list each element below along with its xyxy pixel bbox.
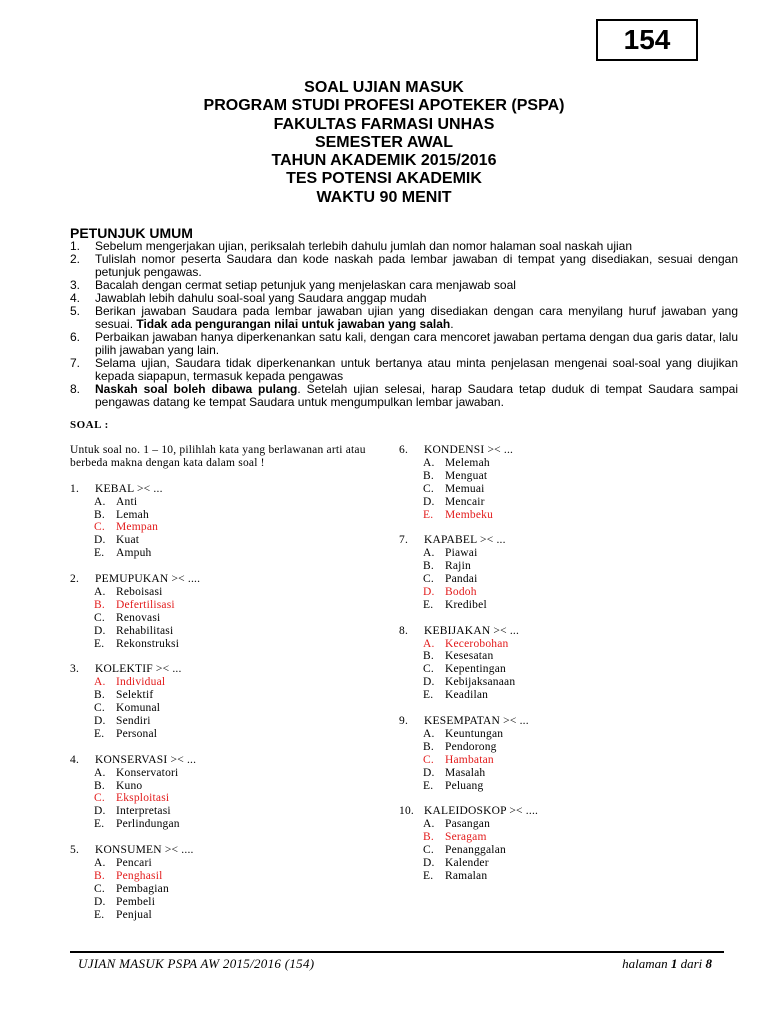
answer-option-marked xyxy=(399,754,699,767)
question-item xyxy=(70,573,370,650)
answer-option xyxy=(70,909,370,922)
footer-rule xyxy=(70,951,724,953)
answer-option xyxy=(70,728,370,741)
instruction-emphasis: Naskah soal boleh dibawa pulang xyxy=(95,382,298,396)
instruction-number: 4. xyxy=(70,291,81,305)
instruction-text: Selama ujian, Saudara tidak diperkenankan untuk bertanya atau minta penjelasan mengenai soal-soal yang diujikan kepada siapapun, termasuk kepada pengawas xyxy=(95,356,738,383)
option-letter: D. xyxy=(94,624,106,637)
question-stem-row xyxy=(399,444,699,457)
instruction-text: Jawablah lebih dahulu soal-soal yang Saudara anggap mudah xyxy=(95,291,427,305)
question-stem-row xyxy=(70,573,370,586)
answer-option xyxy=(70,702,370,715)
option-letter: C. xyxy=(94,882,105,895)
question-number: 8. xyxy=(399,624,409,637)
option-text: Rajin xyxy=(445,560,471,573)
option-letter: D. xyxy=(423,495,435,508)
option-text: Defertilisasi xyxy=(116,598,175,611)
option-text: Selektif xyxy=(116,689,154,702)
exam-code: 154 xyxy=(623,24,671,55)
question-stem: KAPABEL >< ... xyxy=(424,534,506,547)
option-text: Melemah xyxy=(445,456,490,469)
option-letter: B. xyxy=(94,508,105,521)
instruction-number: 8. xyxy=(70,382,81,396)
question-number: 2. xyxy=(70,573,80,586)
option-letter: E. xyxy=(94,818,105,831)
instruction-item xyxy=(70,357,738,383)
answer-option xyxy=(399,818,699,831)
option-letter: D. xyxy=(94,805,106,818)
option-letter: B. xyxy=(94,779,105,792)
answer-option-marked xyxy=(399,586,699,599)
answer-option xyxy=(399,689,699,702)
question-stem: KESEMPATAN >< ... xyxy=(424,714,529,727)
option-letter: E. xyxy=(94,908,105,921)
instruction-emphasis: Tidak ada pengurangan nilai untuk jawaban yang salah xyxy=(136,317,451,331)
option-text: Pencari xyxy=(116,856,152,869)
option-letter: A. xyxy=(423,547,435,560)
option-text: Memuai xyxy=(445,482,485,495)
option-letter: D. xyxy=(94,714,106,727)
option-letter: A. xyxy=(94,495,106,508)
option-text: Menguat xyxy=(445,469,488,482)
option-letter: E. xyxy=(94,727,105,740)
instruction-item xyxy=(70,331,738,357)
questions-right xyxy=(399,444,699,883)
footer-halaman: halaman xyxy=(622,956,668,971)
option-letter: E. xyxy=(94,637,105,650)
answer-option xyxy=(70,496,370,509)
option-letter: B. xyxy=(94,869,105,882)
answer-option xyxy=(399,676,699,689)
instruction-text: Tulislah nomor peserta Saudara dan kode naskah pada lembar jawaban di tempat yang disediakan, sesuai dengan petunjuk pengawas. xyxy=(95,252,738,279)
question-stem-row xyxy=(399,534,699,547)
option-letter: A. xyxy=(423,727,435,740)
option-text: Kepentingan xyxy=(445,663,506,676)
option-text: Kebijaksanaan xyxy=(445,676,516,689)
answer-option xyxy=(70,612,370,625)
option-letter: B. xyxy=(94,598,105,611)
answer-option xyxy=(399,767,699,780)
option-letter: A. xyxy=(94,856,106,869)
option-text: Kuat xyxy=(116,534,140,547)
option-text: Lemah xyxy=(116,508,149,521)
option-letter: C. xyxy=(423,753,434,766)
answer-option xyxy=(70,534,370,547)
option-text: Anti xyxy=(116,495,138,508)
option-text: Penanggalan xyxy=(445,844,506,857)
option-text: Perlindungan xyxy=(116,818,180,831)
option-letter: E. xyxy=(94,547,105,560)
option-letter: D. xyxy=(423,676,435,689)
answer-option xyxy=(399,599,699,612)
option-text: Keadilan xyxy=(445,689,489,702)
question-item xyxy=(70,844,370,921)
exam-header xyxy=(0,79,768,207)
answer-option xyxy=(399,650,699,663)
answer-option xyxy=(399,573,699,586)
instruction-item xyxy=(70,253,738,279)
header-line: TAHUN AKADEMIK 2015/2016 xyxy=(271,152,497,170)
answer-option-marked xyxy=(70,676,370,689)
footer-dari: dari xyxy=(680,956,703,971)
option-letter: B. xyxy=(423,740,434,753)
option-text: Pembeli xyxy=(116,895,156,908)
option-letter: D. xyxy=(423,856,435,869)
option-letter: C. xyxy=(423,482,434,495)
option-text: Interpretasi xyxy=(116,805,171,818)
instruction-text: Sebelum mengerjakan ujian, periksalah terlebih dahulu jumlah dan nomor halaman soal naskah ujian xyxy=(95,239,632,253)
answer-option xyxy=(70,767,370,780)
option-letter: E. xyxy=(423,779,434,792)
question-item xyxy=(70,754,370,831)
answer-option xyxy=(399,663,699,676)
footer-page-number: 1 xyxy=(670,956,678,971)
option-text: Penjual xyxy=(116,908,152,921)
option-letter: C. xyxy=(94,611,105,624)
option-text: Seragam xyxy=(445,831,487,844)
option-letter: B. xyxy=(423,469,434,482)
questions-label: SOAL : xyxy=(70,419,109,431)
answer-option-marked xyxy=(70,521,370,534)
answer-option xyxy=(70,689,370,702)
question-item xyxy=(70,663,370,740)
instruction-text-after: . xyxy=(450,317,454,331)
option-letter: A. xyxy=(423,456,435,469)
question-stem: PEMUPUKAN >< .... xyxy=(95,573,201,586)
option-text: Kecerobohan xyxy=(445,637,509,650)
answer-option xyxy=(399,547,699,560)
option-text: Kesesatan xyxy=(445,650,494,663)
option-letter: E. xyxy=(423,598,434,611)
instruction-number: 6. xyxy=(70,330,81,344)
header-line: FAKULTAS FARMASI UNHAS xyxy=(273,115,495,133)
option-text: Personal xyxy=(116,727,158,740)
question-item xyxy=(399,625,699,702)
answer-option-marked xyxy=(399,509,699,522)
question-stem-row xyxy=(399,805,699,818)
header-line: WAKTU 90 MENIT xyxy=(316,188,452,206)
answer-option xyxy=(70,883,370,896)
exam-code-box xyxy=(596,19,698,61)
option-text: Kuno xyxy=(116,779,143,792)
instruction-text: Bacalah dengan cermat setiap petunjuk yang menjelaskan cara menjawab soal xyxy=(95,278,516,292)
question-stem: KOLEKTIF >< ... xyxy=(95,663,182,676)
option-text: Penghasil xyxy=(116,869,163,882)
answer-option xyxy=(399,496,699,509)
answer-option xyxy=(70,805,370,818)
question-item xyxy=(399,805,699,882)
option-letter: C. xyxy=(94,702,105,715)
answer-option xyxy=(399,470,699,483)
question-number: 6. xyxy=(399,444,409,456)
answer-option xyxy=(399,728,699,741)
option-letter: A. xyxy=(94,676,106,689)
option-letter: D. xyxy=(94,895,106,908)
questions-column-left xyxy=(70,444,370,934)
instruction-item xyxy=(70,305,738,331)
option-text: Reboisasi xyxy=(116,585,163,598)
answer-option xyxy=(399,844,699,857)
option-letter: A. xyxy=(423,637,435,650)
question-item xyxy=(70,483,370,560)
instruction-number: 1. xyxy=(70,239,81,253)
option-text: Sendiri xyxy=(116,714,151,727)
instruction-number: 5. xyxy=(70,304,81,318)
question-number: 9. xyxy=(399,714,409,727)
option-letter: C. xyxy=(423,573,434,586)
option-text: Mempan xyxy=(116,521,159,534)
answer-option xyxy=(70,857,370,870)
answer-option xyxy=(70,625,370,638)
option-letter: E. xyxy=(423,508,434,521)
option-text: Rehabilitasi xyxy=(116,624,174,637)
question-stem-row xyxy=(70,844,370,857)
option-text: Piawai xyxy=(445,547,478,560)
question-stem-row xyxy=(70,754,370,767)
option-text: Peluang xyxy=(445,779,484,792)
questions-intro: Untuk soal no. 1 – 10, pilihlah kata yang berlawanan arti atau berbeda makna dengan kata dalam soal ! xyxy=(70,444,366,469)
option-text: Mencair xyxy=(445,495,485,508)
answer-option xyxy=(399,483,699,496)
option-letter: C. xyxy=(423,844,434,857)
question-number: 5. xyxy=(70,844,80,857)
option-text: Komunal xyxy=(116,702,161,715)
question-stem-row xyxy=(70,663,370,676)
option-text: Kredibel xyxy=(445,598,487,611)
question-stem: KONDENSI >< ... xyxy=(424,444,514,456)
option-letter: D. xyxy=(423,585,435,598)
instructions-title: PETUNJUK UMUM xyxy=(70,225,193,241)
instructions-list xyxy=(70,240,738,409)
question-number: 1. xyxy=(70,482,80,495)
option-letter: D. xyxy=(423,766,435,779)
instruction-number: 7. xyxy=(70,356,81,370)
option-text: Kalender xyxy=(445,856,489,869)
option-letter: E. xyxy=(423,869,434,882)
answer-option xyxy=(70,818,370,831)
option-letter: B. xyxy=(423,650,434,663)
question-number: 10. xyxy=(399,805,414,818)
option-text: Individual xyxy=(116,676,166,689)
option-text: Keuntungan xyxy=(445,727,504,740)
answer-option xyxy=(399,560,699,573)
option-text: Masalah xyxy=(445,766,486,779)
answer-option-marked xyxy=(70,870,370,883)
header-line: PROGRAM STUDI PROFESI APOTEKER (PSPA) xyxy=(203,97,565,115)
question-item xyxy=(399,715,699,792)
answer-option xyxy=(70,638,370,651)
answer-option xyxy=(70,586,370,599)
answer-option xyxy=(70,780,370,793)
option-text: Bodoh xyxy=(445,585,477,598)
option-text: Ampuh xyxy=(116,547,152,560)
answer-option xyxy=(399,457,699,470)
answer-option xyxy=(70,715,370,728)
question-stem-row xyxy=(70,483,370,496)
option-letter: C. xyxy=(94,792,105,805)
question-stem-row xyxy=(399,715,699,728)
instruction-number: 3. xyxy=(70,278,81,292)
instruction-text: Perbaikan jawaban hanya diperkenankan satu kali, dengan cara mencoret jawaban pertama dengan dua garis datar, lalu pilih jawaban yang lain. xyxy=(95,330,738,357)
answer-option xyxy=(70,896,370,909)
instruction-text: Berikan jawaban Saudara pada lembar jawaban ujian yang disediakan dengan cara menyilang huruf jawaban yang sesuai. xyxy=(95,304,738,331)
questions-left xyxy=(70,483,370,922)
option-text: Pasangan xyxy=(445,818,491,831)
instruction-item xyxy=(70,383,738,409)
question-stem: KALEIDOSKOP >< .... xyxy=(424,805,539,818)
question-stem-row xyxy=(399,625,699,638)
instruction-text-after: . Setelah ujian selesai, harap Saudara tetap duduk di tempat Saudara sampai pengawas datang ke tempat Saudara untuk mengumpulkan lembar jawaban. xyxy=(95,382,738,409)
question-number: 3. xyxy=(70,663,80,676)
header-line: TES POTENSI AKADEMIK xyxy=(286,170,482,188)
option-text: Pembagian xyxy=(116,882,169,895)
question-stem: KONSERVASI >< ... xyxy=(95,753,197,766)
option-letter: E. xyxy=(423,689,434,702)
footer-title: UJIAN MASUK PSPA AW 2015/2016 (154) xyxy=(78,956,315,971)
option-letter: D. xyxy=(94,534,106,547)
answer-option xyxy=(399,741,699,754)
answer-option-marked xyxy=(399,831,699,844)
option-letter: C. xyxy=(94,521,105,534)
answer-option xyxy=(399,870,699,883)
option-text: Rekonstruksi xyxy=(116,637,180,650)
question-stem: KEBAL >< ... xyxy=(95,482,163,495)
option-letter: B. xyxy=(94,689,105,702)
header-line: SOAL UJIAN MASUK xyxy=(304,79,464,96)
option-text: Eksploitasi xyxy=(116,792,170,805)
answer-option-marked xyxy=(70,792,370,805)
option-text: Membeku xyxy=(445,508,494,521)
option-letter: A. xyxy=(94,766,106,779)
question-stem: KEBIJAKAN >< ... xyxy=(424,624,520,637)
footer-page-info xyxy=(622,956,712,972)
question-item xyxy=(399,534,699,611)
answer-option-marked xyxy=(399,638,699,651)
answer-option xyxy=(70,509,370,522)
question-item xyxy=(399,444,699,521)
footer-total-pages: 8 xyxy=(705,956,712,971)
question-number: 4. xyxy=(70,753,80,766)
option-letter: B. xyxy=(423,560,434,573)
header-line: SEMESTER AWAL xyxy=(314,133,454,151)
option-letter: A. xyxy=(94,585,106,598)
option-text: Ramalan xyxy=(445,869,488,882)
question-number: 7. xyxy=(399,534,409,547)
answer-option xyxy=(70,547,370,560)
answer-option xyxy=(399,857,699,870)
answer-option-marked xyxy=(70,599,370,612)
option-text: Renovasi xyxy=(116,611,161,624)
questions-column-right xyxy=(399,444,699,896)
option-letter: C. xyxy=(423,663,434,676)
option-letter: A. xyxy=(423,818,435,831)
option-text: Konservatori xyxy=(116,766,179,779)
option-text: Hambatan xyxy=(445,753,494,766)
question-stem: KONSUMEN >< .... xyxy=(95,844,194,857)
instruction-number: 2. xyxy=(70,252,81,266)
option-letter: B. xyxy=(423,831,434,844)
answer-option xyxy=(399,780,699,793)
option-text: Pandai xyxy=(445,573,478,586)
option-text: Pendorong xyxy=(445,740,497,753)
